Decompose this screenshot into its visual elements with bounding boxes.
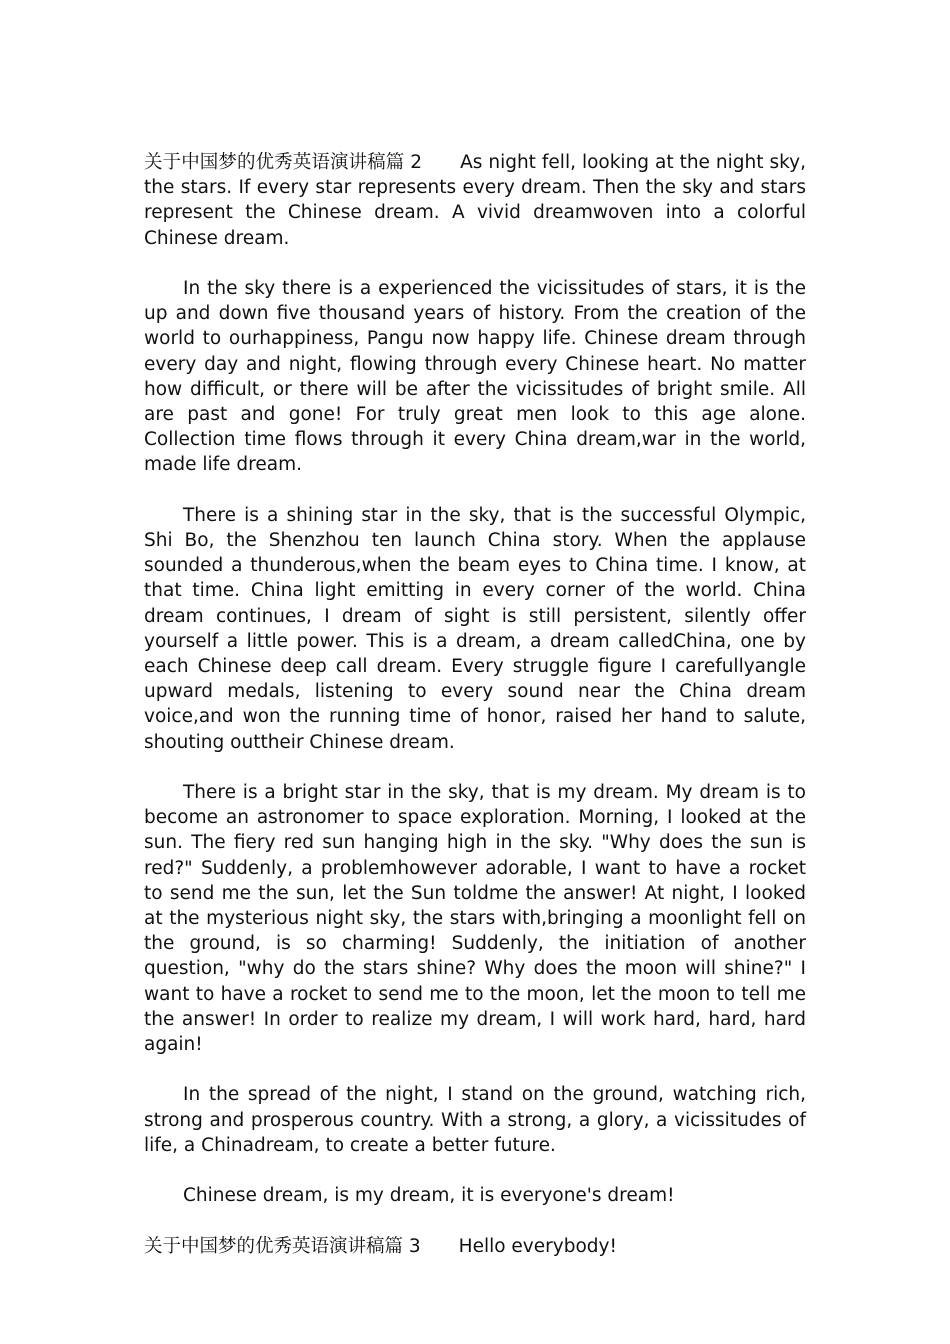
paragraph-olympic: There is a shining star in the sky, that is the successful Olympic, Shi Bo, the Shenzhou ten launch China story. When the applause sounded a thunderous,when the beam eyes to China time. I know, at that time. China light emitting in every corner of the world. China dream continues, I dream of sight is still persistent, silently offer yourself a little power. This is a dream, a dream calledChina, one by each Chinese deep call dream. Every struggle figure I carefullyangle upward medals, listening to every sound near the China dream voice,and won the running time of honor, raised her hand to salute, shouting outtheir Chinese dream. bbox=[144, 504, 806, 753]
section-3-opening: Hello everybody! bbox=[458, 1235, 617, 1257]
document-body bbox=[144, 150, 806, 1284]
section-3-intro bbox=[144, 1234, 806, 1259]
section-2-intro bbox=[144, 150, 806, 251]
paragraph-astronomer: There is a bright star in the sky, that is my dream. My dream is to become an astronomer to space exploration. Morning, I looked at the sun. The fiery red sun hanging high in the sky. "Why does the sun is red?" Suddenly, a problemhowever adorable, I want to have a rocket to send me the sun, let the Sun toldme the answer! At night, I looked at the mysterious night sky, the stars with,bringing a moonlight fell on the ground, is so charming! Suddenly, the initiation of another question, "why do the stars shine? Why does the moon will shine?" I want to have a rocket to send me to the moon, let the moon to tell me the answer! In order to realize my dream, I will work hard, hard, hard again! bbox=[144, 782, 806, 1056]
paragraph-night: In the spread of the night, I stand on the ground, watching rich, strong and prosperous country. With a strong, a glory, a vicissitudes of life, a Chinadream, to create a better future. bbox=[144, 1084, 806, 1156]
section-2-opening: As night fell, looking at the night sky, the stars. If every star represents every dream. Then the sky and stars represent the Chinese dream. A vivid dreamwoven into a colorful Chinese dream. bbox=[144, 152, 806, 249]
paragraph-everyone: Chinese dream, is my dream, it is everyone's dream! bbox=[183, 1185, 675, 1207]
paragraph-history: In the sky there is a experienced the vicissitudes of stars, it is the up and down five thousand years of history. From the creation of the world to ourhappiness, Pangu now happy life. Chinese dream through every day and night, flowing through every Chinese heart. No matter how difficult, or there will be after the vicissitudes of bright smile. All are past and gone! For truly great men look to this age alone. Collection time flows through it every China dream,war in the world, made life dream. bbox=[144, 278, 806, 476]
section-3-heading: 关于中国梦的优秀英语演讲稿篇 3 bbox=[144, 1235, 421, 1257]
section-2-heading: 关于中国梦的优秀英语演讲稿篇 2 bbox=[144, 152, 423, 173]
